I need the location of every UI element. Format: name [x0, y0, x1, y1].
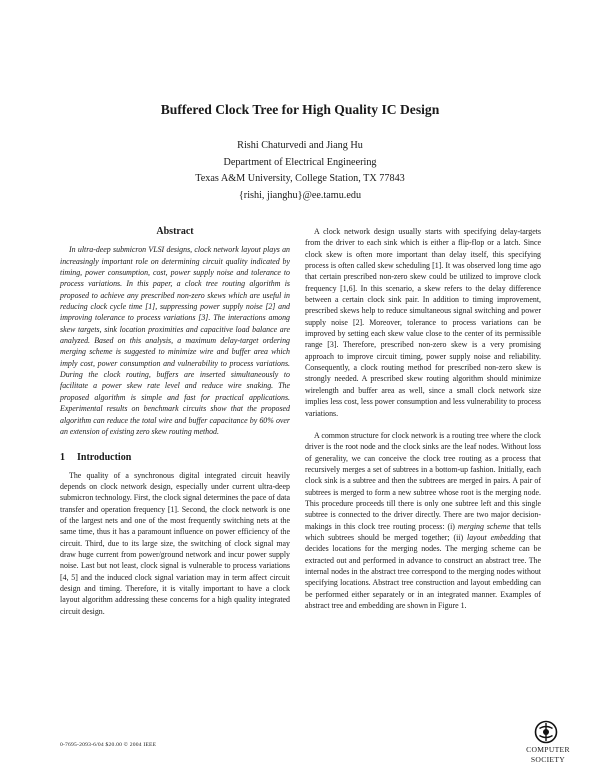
paragraph-text: that tells which subtrees should be merged together; (ii) — [305, 521, 541, 542]
institution: Texas A&M University, College Station, TX 77843 — [195, 173, 405, 184]
logo-line-2: SOCIETY — [530, 755, 566, 764]
right-column — [305, 226, 541, 611]
paragraph-text: A common structure for clock network is a routing tree where the clock driver is the root node and the clock sinks are the leaf nodes. Without loss of generality, we can conceive the clock tree routing as a process that recursively merges a set of subtrees in a bottom-up fashion. Initially, each clock sink is a subtree and then the subtrees are merged in pairs. A pair of subtrees is merged to form a new subtree whose root is the merging node. This procedure proceeds till there is only one subtree left and this single subtree is connected to the driver directly. There are two major decision-makings in this clock tree routing process: (i) — [305, 430, 541, 531]
right-paragraph-1: A clock network design usually starts with specifying delay-targets from the driver to each sink which is either a flip-flop or a latch. Since clock skew is often more important than delay itself, this specifying process is often called skew scheduling [1]. It was observed long time ago that certain prescribed non-zero skew could be utilized to improve clock frequency [1,6]. In this scenario, a skew refers to the delay difference between a certain clock sink pair. In addition to timing improvement, prescribed skews help to reduce simultaneous signal switching and power supply noise [2]. Moreover, tolerance to process variations can be improved by setting each skew value close to the center of its permissible range [3]. Therefore, prescribed non-zero skew is a very promising approach to improve circuit timing, power supply noise and reliability. Consequently, a clock routing method for prescribed non-zero skew is strongly needed. A prescribed skew routing algorithm should minimize wirelength and buffer area as well, since a small clock network size implies less cost, less power consumption and less vulnerability to process variations. — [305, 227, 541, 418]
left-column — [60, 226, 290, 617]
email: {rishi, jianghu}@ee.tamu.edu — [238, 189, 362, 201]
abstract-text: In ultra-deep submicron VLSI designs, clock network layout plays an increasingly important role on determining circuit quality indicated by timing, power consumption, cost, power supply noise and tolerance to process variations. In this paper, a clock tree routing algorithm is proposed to achieve any prescribed non-zero skews which are useful in reducing clock cycle time [1], suppressing power supply noise [2] and improving tolerance to process variations [3]. The interactions among skew targets, sink location proximities and capacitive load balance are analyzed. Based on this analysis, a maximum delay-target ordering merging scheme is suggested to minimize wire and buffer area which imply cost, power consumption and vulnerability to process variations. During the clock routing, buffers are inserted simultaneously to facilitate a power skew rate level and reduce wire snaking. The proposed algorithm is simple and fast for practical applications. Experimental results on benchmark circuits show that the proposed algorithm can reduce the total wire and buffer capacitance by 60% over an extension of existing zero skew routing method. — [60, 245, 290, 436]
section-title: Introduction — [77, 452, 132, 464]
authors: Rishi Chaturvedi and Jiang Hu — [237, 140, 363, 151]
ieee-computer-society-logo-icon — [534, 720, 558, 744]
paper-title: Buffered Clock Tree for High Quality IC Design — [160, 102, 440, 117]
paragraph-text: that decides locations for the merging nodes. The merging scheme can be extracted out and performed in advance to construct an abstract tree. The internal nodes in the abstract tree correspond to the merging nodes without specifying locations. Abstract tree construction and layout embedding can be performed either separately or in an integrated manner. Examples of abstract tree and embedding are shown in Figure 1. — [305, 532, 541, 610]
logo-line-1: COMPUTER — [526, 745, 570, 754]
introduction-paragraph: The quality of a synchronous digital integrated circuit heavily depends on clock network design, especially under current ultra-deep submicron technology. First, the clock signal determines the pace of data transfer and operation frequency [1]. Second, the clock network is one of the largest nets and one of the most frequently switching nets at the same time, thus it has a paramount influence on power efficiency of the circuit. Third, due to its large size, the switching of clock signal may draw huge current from power/ground network and incur power supply noise. Last but not least, clock signal is vulnerable to process variations [4, 5] and the induced clock signal variation may in term affect circuit design and timing. Therefore, it is vitally important to have a clock layout algorithm addressing these concerns for a high quality integrated circuit design. — [60, 470, 291, 616]
copyright-footer: 0-7695-2093-6/04 $20.00 © 2004 IEEE — [60, 742, 157, 748]
computer-society-logo — [515, 720, 581, 770]
department: Department of Electrical Engineering — [223, 156, 377, 168]
introduction-heading — [60, 452, 290, 463]
merging-scheme-term: merging scheme — [457, 521, 511, 531]
author-block — [0, 138, 600, 204]
right-paragraph-2 — [305, 430, 541, 612]
section-number: 1 — [60, 452, 65, 464]
layout-embedding-term: layout embedding — [467, 532, 526, 542]
abstract-heading: Abstract — [156, 226, 194, 237]
